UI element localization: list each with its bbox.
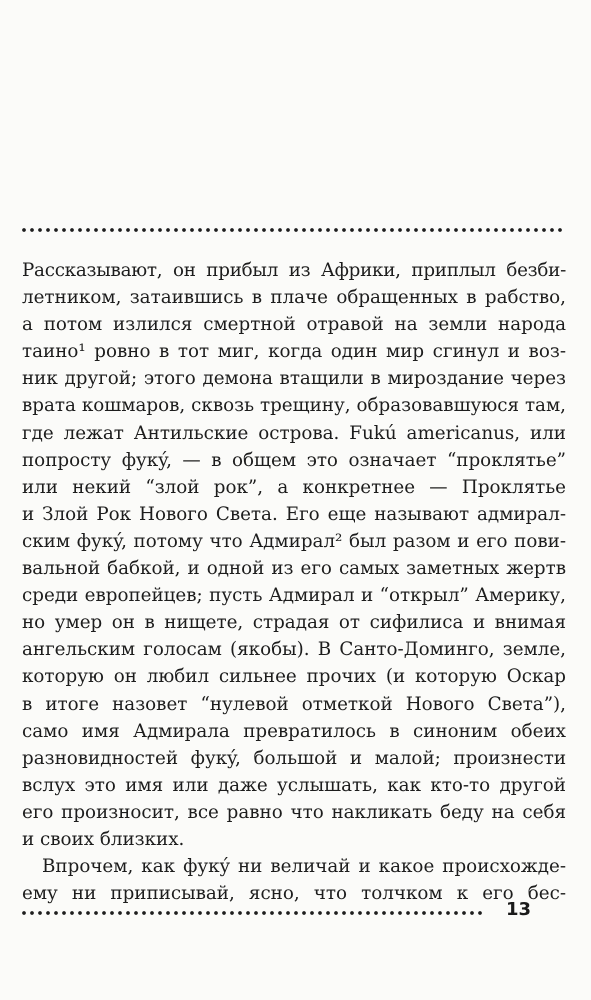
text-line: среди европейцев; пусть Адмирал и “открыл” Америку,: [22, 585, 566, 607]
text-line: и Злой Рок Нового Света. Его еще называют адмирал-: [22, 503, 566, 525]
top-dotted-rule: [20, 227, 566, 233]
text-line: вслух это имя или даже услышать, как кто-то другой: [22, 774, 566, 796]
text-line: и своих близких.: [22, 828, 185, 850]
text-line: врата кошмаров, сквозь трещину, образовавшуюся там,: [22, 395, 566, 417]
text-line: Рассказывают, он прибыл из Африки, приплыл безби-: [22, 260, 566, 281]
text-line: Впрочем, как фукý ни величай и какое происхожде-: [42, 856, 566, 878]
text-line: в итоге назовет “нулевой отметкой Нового Света”),: [22, 693, 566, 715]
text-line: летником, затаившись в плаче обращенных в рабство,: [22, 287, 566, 309]
text-line: само имя Адмирала превратилось в синоним обеих: [22, 720, 566, 742]
text-line: или некий “злой рок”, а конкретнее — Проклятье: [22, 476, 566, 498]
page-number: 13: [506, 899, 532, 920]
text-line: вальной бабкой, и одной из его самых заметных жертв: [22, 558, 566, 580]
text-line: но умер он в нищете, страдая от сифилиса и внимая: [22, 612, 566, 634]
text-line: таино¹ ровно в тот миг, когда один мир сгинул и воз-: [22, 341, 566, 363]
bottom-dotted-rule: [20, 910, 483, 916]
text-line: которую он любил сильнее прочих (и которую Оскар: [22, 666, 566, 688]
text-line: разновидностей фукý, большой и малой; произнести: [22, 747, 566, 769]
text-line: а потом излился смертной отравой на земли народа: [22, 314, 566, 336]
text-line: ангельским голосам (якобы). В Санто-Доминго, земле,: [22, 639, 566, 661]
body-text: [22, 257, 566, 907]
text-line: ским фукý, потому что Адмирал² был разом и его пови-: [22, 530, 566, 552]
text-line: ник другой; этого демона втащили в мироздание через: [22, 368, 566, 390]
text-line: его произносит, все равно что накликать беду на себя: [22, 801, 566, 823]
text-line: ему ни приписывай, ясно, что толчком к его бес-: [22, 883, 566, 905]
text-line: попросту фукý, — в общем это означает “проклятье”: [22, 449, 566, 471]
text-line: где лежат Антильские острова. Fukú americanus, или: [22, 422, 566, 444]
